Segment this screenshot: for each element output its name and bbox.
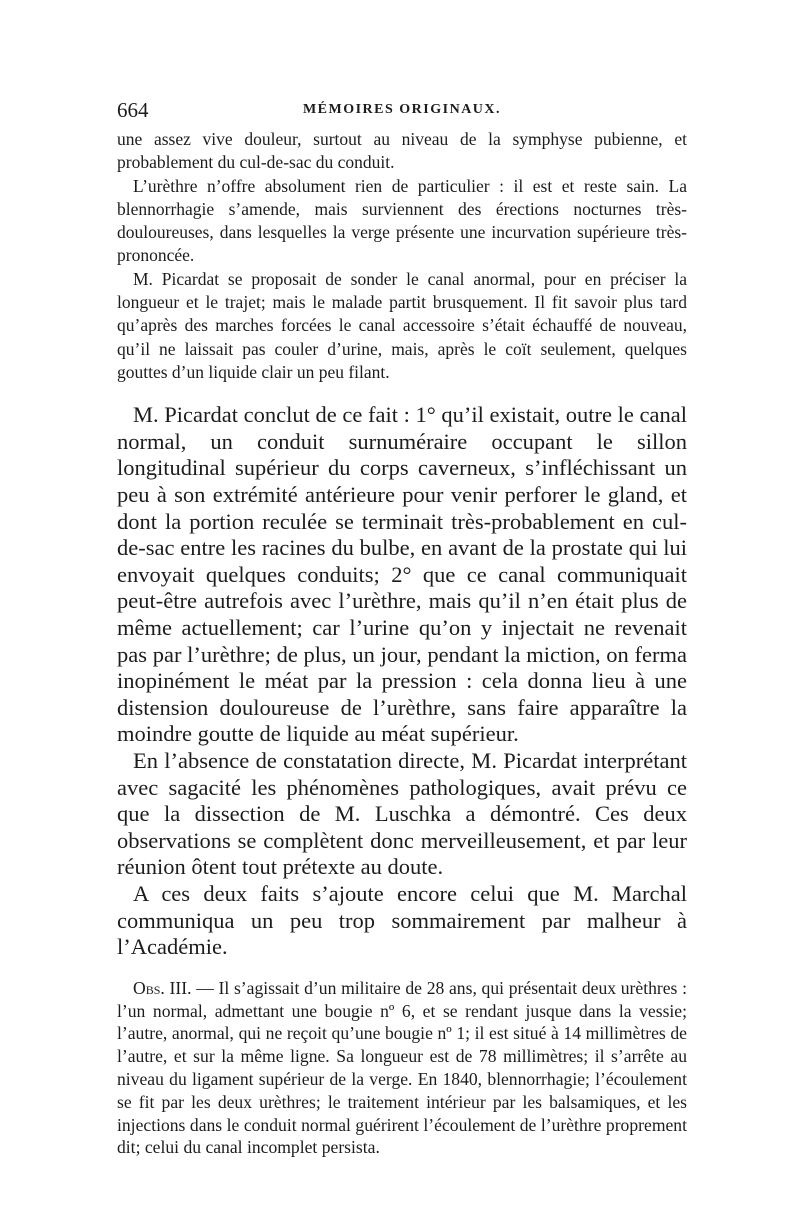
book-page bbox=[117, 98, 687, 1159]
main-paragraph-3: A ces deux faits s’ajoute encore celui que M. Marchal communiqua un peu trop sommairement par malheur à l’Académie. bbox=[117, 880, 687, 960]
small-paragraph-2: L’urèthre n’offre absolument rien de particulier : il est et reste sain. La blennorrhagie s’amende, mais surviennent des érections nocturnes très-douloureuses, dans lesquelles la verge présente une incurvation supérieure très-prononcée. bbox=[117, 175, 687, 266]
running-title: MÉMOIRES ORIGINAUX. bbox=[302, 102, 502, 117]
observation-section bbox=[117, 977, 687, 1159]
small-paragraph-3: M. Picardat se proposait de sonder le canal anormal, pour en préciser la longueur et le trajet; mais le malade partit brusquement. Il fit savoir plus tard qu’après des marches forcées le canal accessoire s’était échauffé de nouveau, qu’il ne laissait pas couler d’urine, mais, après le coït seulement, quelques gouttes d’un liquide clair un peu filant. bbox=[117, 268, 687, 382]
observation-text: — Il s’agissait d’un militaire de 28 ans, qui présentait deux urèthres : l’un normal, admettant une bougie nº 6, et se rendant jusque dans la vessie; l’autre, anormal, qui ne reçoit qu’une bougie nº 1; il est situé à 14 millimètres de l’autre, et sur la même ligne. Sa longueur est de 78 millimètres; il s’arrête au niveau du ligament supérieur de la verge. En 1840, blennorrhagie; l’écoulement se fit par les deux urèthres; le traitement intérieur par les balsamiques, et les injections dans le conduit normal guérirent l’écoulement de l’urèthre proprement dit; celui du canal incomplet persista. bbox=[117, 977, 687, 1158]
observation-paragraph bbox=[117, 977, 687, 1159]
main-paragraph-2: En l’absence de constatation directe, M. Picardat interprétant avec sagacité les phénomènes pathologiques, avait prévu ce que la dissection de M. Luschka a démontré. Ces deux observations se complètent donc merveilleusement, et par leur réunion ôtent tout prétexte au doute. bbox=[117, 747, 687, 880]
main-text-section bbox=[117, 402, 687, 960]
small-paragraph-1: une assez vive douleur, surtout au niveau de la symphyse pubienne, et probablement du cul-de-sac du conduit. bbox=[117, 129, 687, 173]
observation-label: Obs. III. bbox=[133, 977, 192, 998]
small-print-section bbox=[117, 128, 687, 384]
page-header bbox=[117, 98, 687, 122]
page-number: 664 bbox=[117, 98, 149, 122]
main-paragraph-1: M. Picardat conclut de ce fait : 1° qu’il existait, outre le canal normal, un conduit surnuméraire occupant le sillon longitudinal supérieur du corps caverneux, s’infléchissant un peu à son extrémité antérieure pour venir perforer le gland, et dont la portion reculée se terminait très-probablement en cul-de-sac entre les racines du bulbe, en avant de la prostate qui lui envoyait quelques conduits; 2° que ce canal communiquait peut-être autrefois avec l’urèthre, mais qu’il n’en était plus de même actuellement; car l’urine qu’on y injectait ne revenait pas par l’urèthre; de plus, un jour, pendant la miction, on ferma inopinément le méat par la pression : cela donna lieu à une distension douloureuse de l’urèthre, sans faire apparaître la moindre goutte de liquide au méat supérieur. bbox=[117, 402, 687, 747]
